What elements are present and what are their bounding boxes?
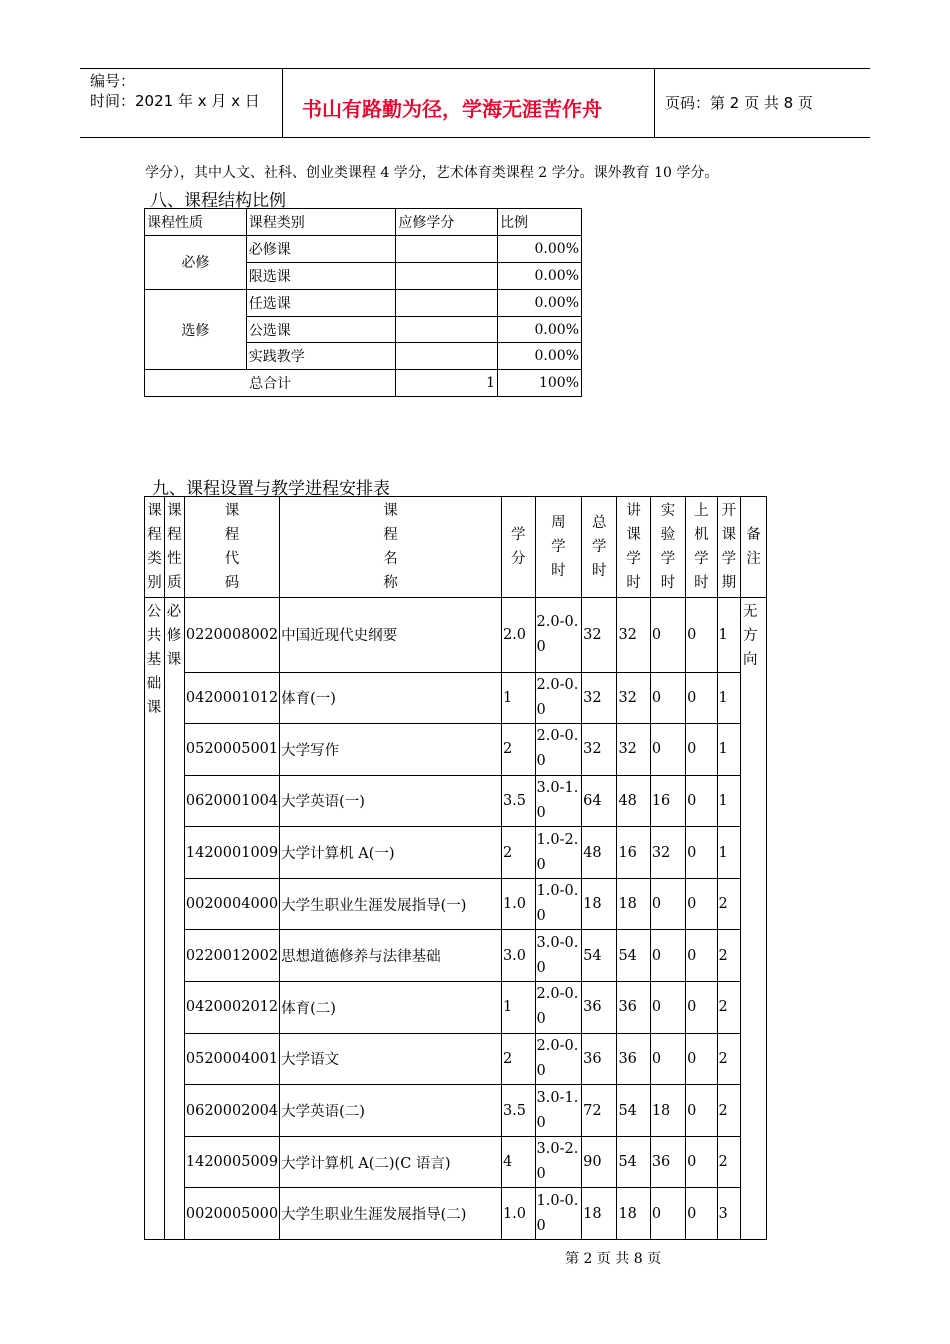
weekly-hours-cell: 2.0-0.0 — [535, 982, 582, 1034]
credits-cell — [396, 316, 498, 343]
category-cell: 限选课 — [246, 262, 396, 289]
lab-hours-cell: 0 — [650, 672, 685, 724]
course-code-cell: 0420002012 — [184, 982, 279, 1034]
table-row — [145, 1188, 767, 1240]
total-hours-cell: 18 — [582, 878, 617, 930]
header-motto: 书山有路勤为径，学海无涯苦作舟 — [302, 97, 602, 121]
course-name-cell: 中国近现代史纲要 — [280, 598, 502, 673]
computer-hours-cell: 0 — [686, 598, 717, 673]
table-row — [145, 598, 767, 673]
header-cell: 比例 — [498, 209, 582, 236]
computer-hours-cell: 0 — [686, 878, 717, 930]
total-hours-cell: 64 — [582, 775, 617, 827]
lab-hours-cell: 0 — [650, 982, 685, 1034]
course-structure-table — [144, 208, 582, 397]
course-code-cell: 0220012002 — [184, 930, 279, 982]
course-schedule-table — [144, 496, 767, 1240]
course-name-cell: 大学计算机 A(二)(C 语言) — [280, 1136, 502, 1188]
ratio-cell: 0.00% — [498, 316, 582, 343]
weekly-hours-cell: 3.0-2.0 — [535, 1136, 582, 1188]
course-name-cell: 大学生职业生涯发展指导(二) — [280, 1188, 502, 1240]
course-nature-cell: 必修课 — [164, 598, 184, 673]
lab-hours-cell: 0 — [650, 1033, 685, 1085]
lecture-hours-cell: 32 — [617, 598, 650, 673]
total-hours-cell: 32 — [582, 672, 617, 724]
header-time-label: 时间：2021 年 x 月 x 日 — [90, 92, 260, 110]
lecture-hours-cell: 36 — [617, 982, 650, 1034]
total-hours-cell: 32 — [582, 724, 617, 776]
term-cell: 2 — [717, 1136, 741, 1188]
weekly-hours-cell: 3.0-1.0 — [535, 775, 582, 827]
course-name-cell: 大学英语(一) — [280, 775, 502, 827]
course-nature-cell — [164, 878, 184, 930]
course-nature-cell — [164, 1033, 184, 1085]
lecture-hours-cell: 18 — [617, 878, 650, 930]
computer-hours-cell: 0 — [686, 1136, 717, 1188]
course-nature-cell — [164, 1188, 184, 1240]
term-cell: 3 — [717, 1188, 741, 1240]
term-cell: 1 — [717, 598, 741, 673]
weekly-hours-cell: 2.0-0.0 — [535, 1033, 582, 1085]
total-hours-cell: 36 — [582, 982, 617, 1034]
term-cell: 1 — [717, 827, 741, 879]
computer-hours-cell: 0 — [686, 827, 717, 879]
header-cell: 课程类别 — [145, 497, 165, 598]
course-code-cell: 0620001004 — [184, 775, 279, 827]
table-row — [145, 827, 767, 879]
term-cell: 2 — [717, 1033, 741, 1085]
ratio-cell: 0.00% — [498, 343, 582, 370]
table-row — [145, 235, 582, 262]
header-cell: 课程性质 — [164, 497, 184, 598]
computer-hours-cell: 0 — [686, 982, 717, 1034]
lab-hours-cell: 36 — [650, 1136, 685, 1188]
table-row — [145, 289, 582, 316]
ratio-cell: 0.00% — [498, 235, 582, 262]
table-row — [145, 878, 767, 930]
header-cell: 学分 — [501, 497, 535, 598]
header-cell: 上机学时 — [686, 497, 717, 598]
table-row — [145, 982, 767, 1034]
lab-hours-cell: 32 — [650, 827, 685, 879]
weekly-hours-cell: 1.0-2.0 — [535, 827, 582, 879]
term-cell: 2 — [717, 930, 741, 982]
table-row — [145, 1085, 767, 1137]
course-name-cell: 大学生职业生涯发展指导(一) — [280, 878, 502, 930]
header-cell: 讲课学时 — [617, 497, 650, 598]
total-hours-cell: 72 — [582, 1085, 617, 1137]
lecture-hours-cell: 48 — [617, 775, 650, 827]
header-cell: 应修学分 — [396, 209, 498, 236]
lab-hours-cell: 0 — [650, 598, 685, 673]
credit-cell: 4 — [501, 1136, 535, 1188]
credits-cell — [396, 235, 498, 262]
course-code-cell: 0620002004 — [184, 1085, 279, 1137]
term-cell: 2 — [717, 878, 741, 930]
credits-cell — [396, 289, 498, 316]
course-name-cell: 体育(一) — [280, 672, 502, 724]
total-row — [145, 370, 582, 397]
course-name-cell: 大学计算机 A(一) — [280, 827, 502, 879]
weekly-hours-cell: 1.0-0.0 — [535, 1188, 582, 1240]
credit-cell: 2 — [501, 724, 535, 776]
computer-hours-cell: 0 — [686, 1033, 717, 1085]
credit-cell: 1.0 — [501, 878, 535, 930]
ratio-cell: 0.00% — [498, 262, 582, 289]
credit-cell: 3.5 — [501, 1085, 535, 1137]
category-cell: 必修课 — [246, 235, 396, 262]
weekly-hours-cell: 3.0-0.0 — [535, 930, 582, 982]
course-code-cell: 0520005001 — [184, 724, 279, 776]
weekly-hours-cell: 2.0-0.0 — [535, 672, 582, 724]
weekly-hours-cell: 1.0-0.0 — [535, 878, 582, 930]
credit-cell: 1 — [501, 672, 535, 724]
total-hours-cell: 90 — [582, 1136, 617, 1188]
remark-cell: 无方向 — [741, 598, 767, 1240]
credit-cell: 2.0 — [501, 598, 535, 673]
term-cell: 2 — [717, 1085, 741, 1137]
weekly-hours-cell: 2.0-0.0 — [535, 724, 582, 776]
course-code-cell: 1420001009 — [184, 827, 279, 879]
lecture-hours-cell: 54 — [617, 930, 650, 982]
total-hours-cell: 32 — [582, 598, 617, 673]
lecture-hours-cell: 32 — [617, 724, 650, 776]
course-nature-cell — [164, 672, 184, 724]
course-code-cell: 1420005009 — [184, 1136, 279, 1188]
credit-cell: 3.5 — [501, 775, 535, 827]
category-cell: 公选课 — [246, 316, 396, 343]
term-cell: 1 — [717, 672, 741, 724]
table-row — [145, 1136, 767, 1188]
header-number-label: 编号： — [90, 72, 136, 90]
header-cell: 备注 — [741, 497, 767, 598]
header-page-label: 页码：第 2 页 共 8 页 — [665, 94, 813, 112]
header-cell: 课程性质 — [145, 209, 247, 236]
header-cell: 课程代码 — [184, 497, 279, 598]
course-name-cell: 大学写作 — [280, 724, 502, 776]
lecture-hours-cell: 18 — [617, 1188, 650, 1240]
credit-cell: 3.0 — [501, 930, 535, 982]
course-code-cell: 0420001012 — [184, 672, 279, 724]
header-cell: 课程类别 — [246, 209, 396, 236]
lab-hours-cell: 0 — [650, 724, 685, 776]
credits-cell — [396, 262, 498, 289]
course-nature-cell — [164, 724, 184, 776]
table-row — [145, 930, 767, 982]
computer-hours-cell: 0 — [686, 1085, 717, 1137]
section9-title: 九、课程设置与教学进程安排表 — [152, 479, 390, 499]
lab-hours-cell: 0 — [650, 1188, 685, 1240]
header-cell: 开课学期 — [717, 497, 741, 598]
course-code-cell: 0020004000 — [184, 878, 279, 930]
required-label: 必修 — [145, 235, 247, 289]
page-header — [80, 68, 870, 138]
ratio-cell: 0.00% — [498, 289, 582, 316]
course-nature-cell — [164, 1136, 184, 1188]
table-row — [145, 775, 767, 827]
credits-cell — [396, 343, 498, 370]
lecture-hours-cell: 54 — [617, 1136, 650, 1188]
course-name-cell: 体育(二) — [280, 982, 502, 1034]
credit-cell: 1 — [501, 982, 535, 1034]
lecture-hours-cell: 36 — [617, 1033, 650, 1085]
course-type-cell: 公共基础课 — [145, 598, 165, 1240]
credit-cell: 2 — [501, 827, 535, 879]
weekly-hours-cell: 2.0-0.0 — [535, 598, 582, 673]
total-hours-cell: 54 — [582, 930, 617, 982]
elective-label: 选修 — [145, 289, 247, 370]
lab-hours-cell: 18 — [650, 1085, 685, 1137]
course-name-cell: 思想道德修养与法律基础 — [280, 930, 502, 982]
lab-hours-cell: 0 — [650, 878, 685, 930]
course-nature-cell — [164, 827, 184, 879]
page-footer: 第 2 页 共 8 页 — [565, 1251, 662, 1267]
course-code-cell: 0520004001 — [184, 1033, 279, 1085]
course-name-cell: 大学英语(二) — [280, 1085, 502, 1137]
course-code-cell: 0020005000 — [184, 1188, 279, 1240]
lecture-hours-cell: 32 — [617, 672, 650, 724]
course-code-cell: 0220008002 — [184, 598, 279, 673]
weekly-hours-cell: 3.0-1.0 — [535, 1085, 582, 1137]
section8-title: 八、课程结构比例 — [150, 191, 286, 211]
table-row — [145, 724, 767, 776]
lecture-hours-cell: 54 — [617, 1085, 650, 1137]
intro-paragraph: 学分），其中人文、社科、创业类课程 4 学分，艺术体育类课程 2 学分。课外教育 10 学分。 — [145, 165, 719, 181]
total-ratio: 100% — [498, 370, 582, 397]
table-header-row — [145, 209, 582, 236]
course-nature-cell — [164, 982, 184, 1034]
term-cell: 1 — [717, 724, 741, 776]
category-cell: 任选课 — [246, 289, 396, 316]
lab-hours-cell: 16 — [650, 775, 685, 827]
total-credits: 1 — [396, 370, 498, 397]
header-cell: 总学时 — [582, 497, 617, 598]
lecture-hours-cell: 16 — [617, 827, 650, 879]
table-row — [145, 672, 767, 724]
total-label: 总合计 — [145, 370, 396, 397]
category-cell: 实践教学 — [246, 343, 396, 370]
credit-cell: 2 — [501, 1033, 535, 1085]
total-hours-cell: 36 — [582, 1033, 617, 1085]
total-hours-cell: 48 — [582, 827, 617, 879]
table-row — [145, 1033, 767, 1085]
total-hours-cell: 18 — [582, 1188, 617, 1240]
computer-hours-cell: 0 — [686, 930, 717, 982]
table-header-row — [145, 497, 767, 598]
course-nature-cell — [164, 930, 184, 982]
header-meta — [90, 71, 280, 139]
computer-hours-cell: 0 — [686, 672, 717, 724]
term-cell: 1 — [717, 775, 741, 827]
computer-hours-cell: 0 — [686, 724, 717, 776]
credit-cell: 1.0 — [501, 1188, 535, 1240]
header-cell: 课程名称 — [280, 497, 502, 598]
lab-hours-cell: 0 — [650, 930, 685, 982]
course-name-cell: 大学语文 — [280, 1033, 502, 1085]
header-cell: 实验学时 — [650, 497, 685, 598]
term-cell: 2 — [717, 982, 741, 1034]
course-nature-cell — [164, 775, 184, 827]
computer-hours-cell: 0 — [686, 1188, 717, 1240]
computer-hours-cell: 0 — [686, 775, 717, 827]
course-nature-cell — [164, 1085, 184, 1137]
header-cell: 周学时 — [535, 497, 582, 598]
